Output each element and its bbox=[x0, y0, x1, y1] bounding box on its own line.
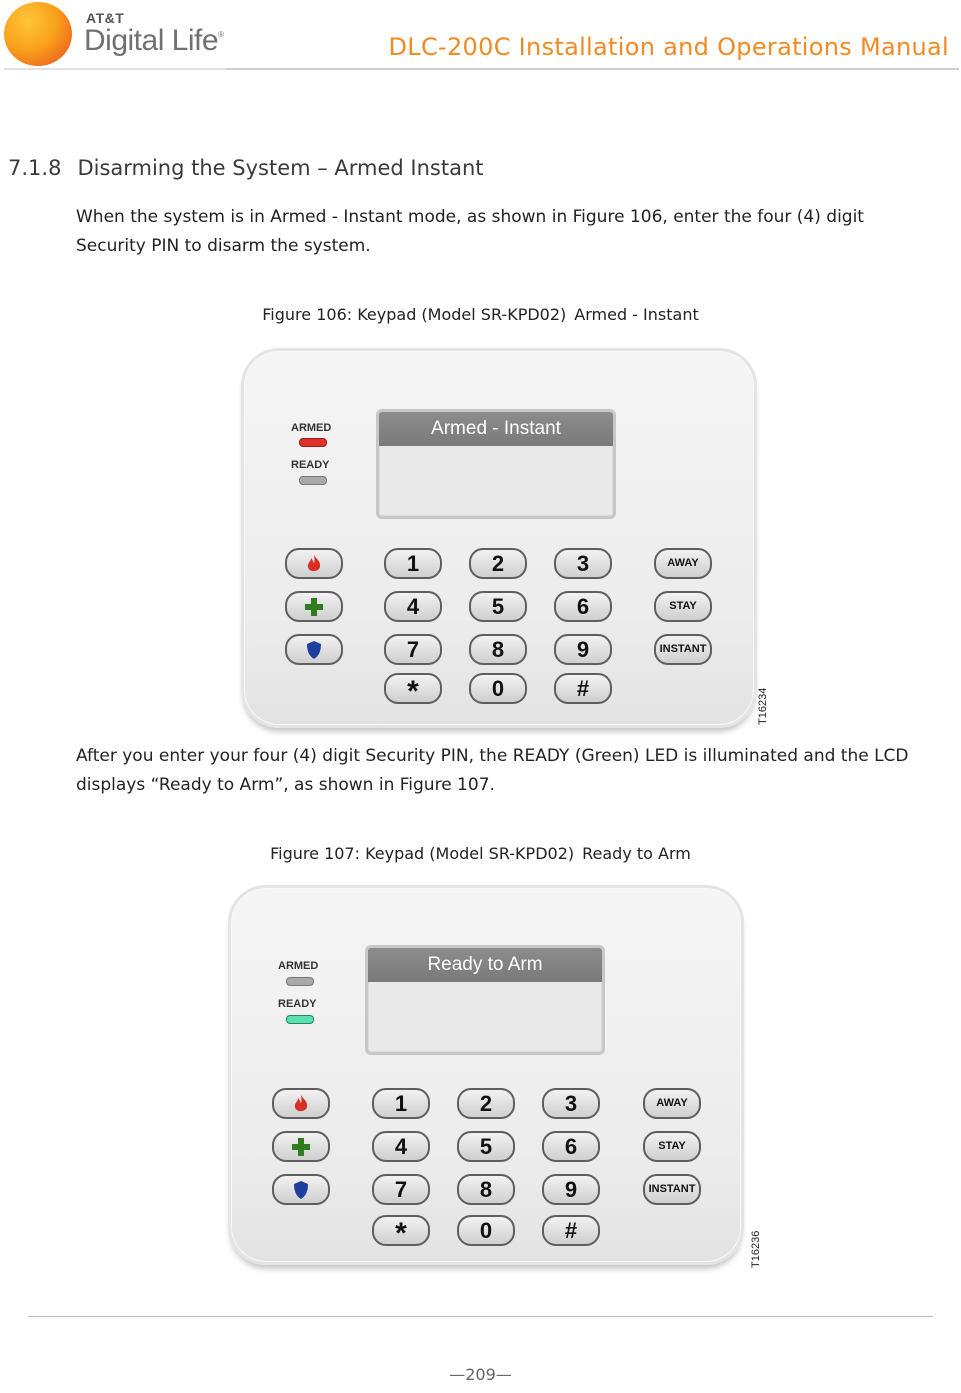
key-6[interactable]: 6 bbox=[554, 591, 612, 622]
keypad-figure-106 bbox=[241, 348, 769, 728]
medical-panic-button[interactable] bbox=[272, 1131, 330, 1162]
figure-caption-text: Figure 106: Keypad (Model SR-KPD02) bbox=[262, 305, 567, 324]
instant-button[interactable]: INSTANT bbox=[654, 634, 712, 665]
logo-brand: AT&T bbox=[86, 10, 125, 26]
fire-panic-button[interactable] bbox=[285, 548, 343, 579]
key-hash[interactable]: # bbox=[554, 673, 612, 704]
key-8[interactable]: 8 bbox=[457, 1174, 515, 1205]
away-button[interactable]: AWAY bbox=[654, 548, 712, 579]
ready-led bbox=[299, 476, 327, 485]
key-0[interactable]: 0 bbox=[469, 673, 527, 704]
key-1[interactable]: 1 bbox=[372, 1088, 430, 1119]
key-0[interactable]: 0 bbox=[457, 1215, 515, 1246]
section-number: 7.1.8 bbox=[8, 156, 62, 180]
police-panic-button[interactable] bbox=[272, 1174, 330, 1205]
armed-led-label: ARMED bbox=[291, 422, 332, 434]
page-number: —209— bbox=[449, 1365, 512, 1384]
key-star[interactable]: * bbox=[384, 673, 442, 704]
logo-product-name: Digital Life bbox=[84, 24, 219, 57]
armed-led-label: ARMED bbox=[278, 960, 319, 972]
key-3[interactable]: 3 bbox=[542, 1088, 600, 1119]
after-paragraph: After you enter your four (4) digit Security PIN, the READY (Green) LED is illuminated and the LCD displays “Ready to Arm”, as shown in Figure 107. bbox=[76, 746, 909, 795]
key-9[interactable]: 9 bbox=[554, 634, 612, 665]
police-shield-icon bbox=[305, 640, 323, 660]
ready-led bbox=[286, 1015, 314, 1024]
key-5[interactable]: 5 bbox=[469, 591, 527, 622]
key-hash[interactable]: # bbox=[542, 1215, 600, 1246]
logo-globe-icon bbox=[4, 2, 72, 66]
key-4[interactable]: 4 bbox=[384, 591, 442, 622]
stay-button[interactable]: STAY bbox=[643, 1131, 701, 1162]
figure-caption-suffix: Ready to Arm bbox=[582, 844, 691, 863]
key-6[interactable]: 6 bbox=[542, 1131, 600, 1162]
key-9[interactable]: 9 bbox=[542, 1174, 600, 1205]
medical-panic-button[interactable] bbox=[285, 591, 343, 622]
ready-led-label: READY bbox=[291, 459, 330, 471]
fire-icon bbox=[292, 1094, 310, 1114]
figure-caption-text: Figure 107: Keypad (Model SR-KPD02) bbox=[270, 844, 575, 863]
figure-106-caption bbox=[0, 305, 961, 324]
image-code: T16234 bbox=[757, 687, 769, 725]
key-2[interactable]: 2 bbox=[457, 1088, 515, 1119]
header-divider bbox=[225, 68, 959, 70]
keypad-figure-107 bbox=[228, 885, 762, 1268]
lcd-display bbox=[376, 409, 616, 519]
section-title: Disarming the System – Armed Instant bbox=[77, 156, 484, 180]
lcd-text: Ready to Arm bbox=[368, 948, 602, 982]
key-star[interactable]: * bbox=[372, 1215, 430, 1246]
key-7[interactable]: 7 bbox=[372, 1174, 430, 1205]
logo-product bbox=[84, 24, 223, 58]
police-panic-button[interactable] bbox=[285, 634, 343, 665]
medical-cross-icon bbox=[291, 1137, 311, 1157]
ready-led-label: READY bbox=[278, 998, 317, 1010]
header-divider-left bbox=[4, 68, 225, 70]
key-8[interactable]: 8 bbox=[469, 634, 527, 665]
logo-registered-mark: ® bbox=[218, 30, 224, 39]
fire-icon bbox=[305, 554, 323, 574]
image-code: T16236 bbox=[750, 1230, 762, 1268]
armed-led bbox=[286, 977, 314, 986]
key-1[interactable]: 1 bbox=[384, 548, 442, 579]
key-5[interactable]: 5 bbox=[457, 1131, 515, 1162]
medical-cross-icon bbox=[304, 597, 324, 617]
lcd-text: Armed - Instant bbox=[379, 412, 613, 446]
stay-button[interactable]: STAY bbox=[654, 591, 712, 622]
police-shield-icon bbox=[292, 1180, 310, 1200]
document-title: DLC-200C Installation and Operations Manual bbox=[388, 33, 949, 61]
fire-panic-button[interactable] bbox=[272, 1088, 330, 1119]
footer-divider bbox=[28, 1316, 933, 1317]
intro-paragraph: When the system is in Armed - Instant mode, as shown in Figure 106, enter the four (4) digit Security PIN to disarm the system. bbox=[76, 207, 864, 256]
instant-button[interactable]: INSTANT bbox=[643, 1174, 701, 1205]
key-4[interactable]: 4 bbox=[372, 1131, 430, 1162]
section-heading bbox=[8, 156, 484, 180]
figure-caption-suffix: Armed - Instant bbox=[574, 305, 699, 324]
away-button[interactable]: AWAY bbox=[643, 1088, 701, 1119]
key-7[interactable]: 7 bbox=[384, 634, 442, 665]
figure-107-caption bbox=[0, 844, 961, 863]
key-3[interactable]: 3 bbox=[554, 548, 612, 579]
key-2[interactable]: 2 bbox=[469, 548, 527, 579]
armed-led bbox=[299, 438, 327, 447]
lcd-display bbox=[365, 945, 605, 1055]
